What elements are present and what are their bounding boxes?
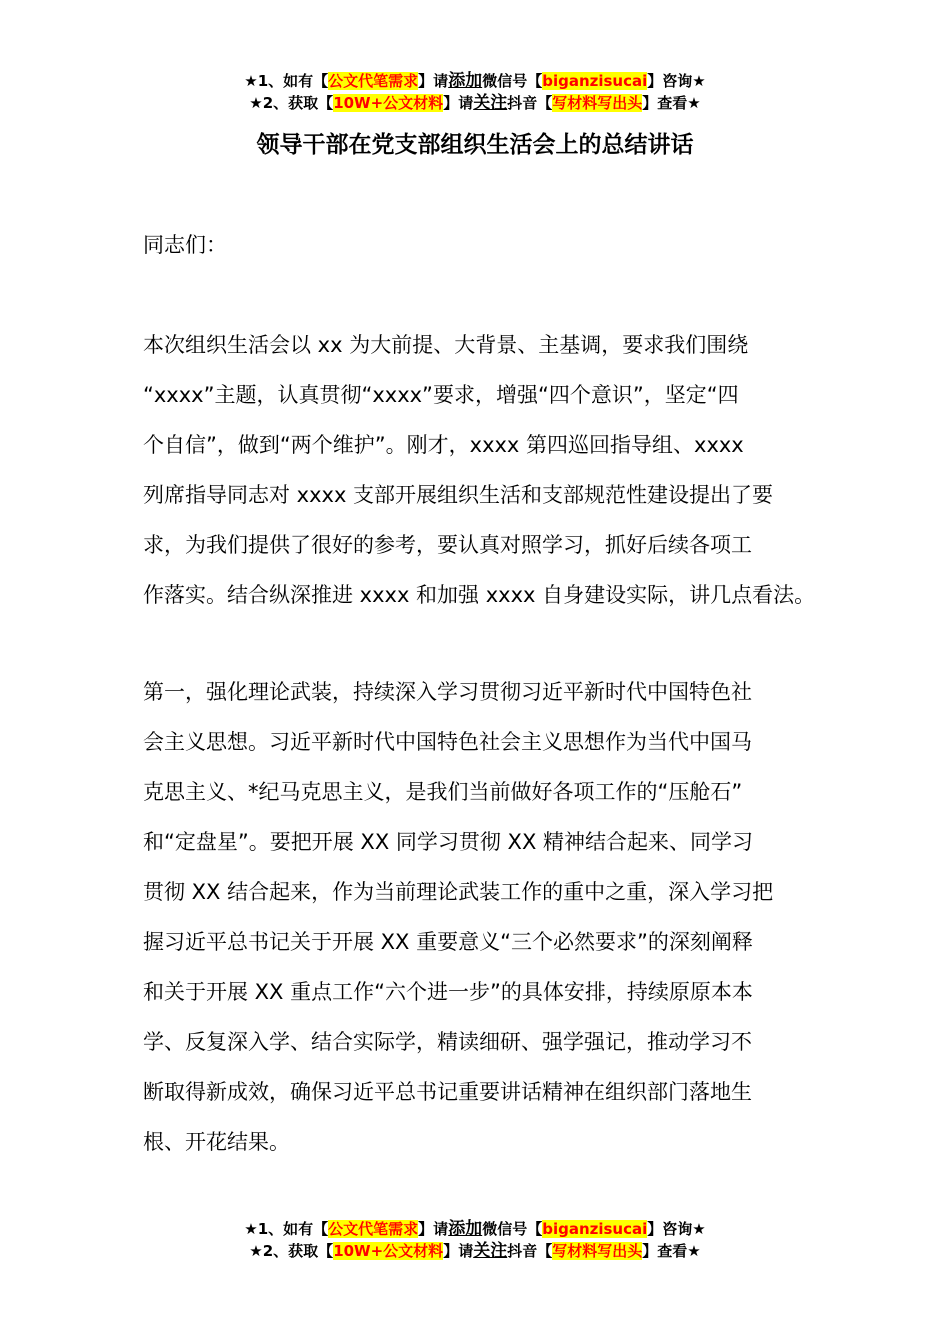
paragraph-line: “xxxx”主题，认真贯彻“xxxx”要求，增强“四个意识”，坚定“四 bbox=[143, 383, 739, 407]
paragraph-line: 断取得新成效，确保习近平总书记重要讲话精神在组织部门落地生 bbox=[143, 1080, 752, 1104]
ghostwriting-highlight: 公文代笔需求 bbox=[328, 72, 419, 90]
paragraph-line: 和“定盘星”。要把开展 XX 同学习贯彻 XX 精神结合起来、同学习 bbox=[143, 830, 754, 854]
greeting: 同志们： bbox=[143, 233, 227, 257]
paragraph-line: 求，为我们提供了很好的参考，要认真对照学习，抓好后续各项工 bbox=[143, 533, 752, 557]
ghostwriting-highlight: 公文代笔需求 bbox=[328, 1220, 419, 1238]
promo-line-2-suffix: 】查看★ bbox=[642, 1242, 701, 1260]
materials-highlight: 10W+公文材料 bbox=[333, 94, 444, 112]
promo-line-2-mid2: 抖音【 bbox=[507, 94, 553, 112]
promo-line-1-emphasis: 添加 bbox=[448, 1219, 483, 1239]
douyin-account-highlight: 写材料写出头 bbox=[552, 1242, 643, 1260]
promo-line-1-prefix: ★1、如有【 bbox=[244, 72, 329, 90]
promo-line-2-prefix: ★2、获取【 bbox=[249, 1242, 334, 1260]
paragraph-line: 握习近平总书记关于开展 XX 重要意义“三个必然要求”的深刻阐释 bbox=[143, 930, 753, 954]
promo-line-1-emphasis: 添加 bbox=[448, 71, 483, 91]
paragraph-line: 个自信”，做到“两个维护”。刚才，xxxx 第四巡回指导组、xxxx bbox=[143, 433, 744, 457]
promo-line-2-emphasis: 关注 bbox=[473, 93, 508, 113]
paragraph-line: 会主义思想。习近平新时代中国特色社会主义思想作为当代中国马 bbox=[143, 730, 752, 754]
promo-line-1-suffix: 】咨询★ bbox=[647, 1220, 706, 1238]
promo-line-1 bbox=[0, 1218, 950, 1240]
wechat-id-highlight: biganzisucai bbox=[542, 1220, 648, 1238]
materials-highlight: 10W+公文材料 bbox=[333, 1242, 444, 1260]
paragraph-line: 作落实。结合纵深推进 xxxx 和加强 xxxx 自身建设实际，讲几点看法。 bbox=[143, 583, 816, 607]
promo-line-2-prefix: ★2、获取【 bbox=[249, 94, 334, 112]
promo-line-2-mid1: 】请 bbox=[443, 1242, 474, 1260]
paragraph-line: 和关于开展 XX 重点工作“六个进一步”的具体安排，持续原原本本 bbox=[143, 980, 753, 1004]
paragraph-intro bbox=[143, 320, 816, 620]
document-title: 领导干部在党支部组织生活会上的总结讲话 bbox=[256, 132, 694, 158]
promo-line-2-mid2: 抖音【 bbox=[507, 1242, 553, 1260]
promo-line-1-mid2: 微信号【 bbox=[482, 1220, 543, 1238]
promo-line-1-suffix: 】咨询★ bbox=[647, 72, 706, 90]
paragraph-line: 贯彻 XX 结合起来，作为当前理论武装工作的重中之重，深入学习把 bbox=[143, 880, 774, 904]
wechat-id-highlight: biganzisucai bbox=[542, 72, 648, 90]
promo-banner-bottom bbox=[0, 1218, 950, 1262]
promo-line-2-emphasis: 关注 bbox=[473, 1241, 508, 1261]
paragraph-line: 列席指导同志对 xxxx 支部开展组织生活和支部规范性建设提出了要 bbox=[143, 483, 774, 507]
promo-banner-top bbox=[0, 70, 950, 114]
promo-line-1 bbox=[0, 70, 950, 92]
douyin-account-highlight: 写材料写出头 bbox=[552, 94, 643, 112]
promo-line-2-suffix: 】查看★ bbox=[642, 94, 701, 112]
paragraph-first-point bbox=[143, 667, 808, 1167]
paragraph-line: 克思主义、*纪马克思主义，是我们当前做好各项工作的“压舱石” bbox=[143, 780, 743, 804]
paragraph-line: 本次组织生活会以 xx 为大前提、大背景、主基调，要求我们围绕 bbox=[143, 333, 749, 357]
paragraph-line: 第一，强化理论武装，持续深入学习贯彻习近平新时代中国特色社 bbox=[143, 680, 752, 704]
promo-line-2 bbox=[0, 92, 950, 114]
promo-line-1-mid1: 】请 bbox=[418, 72, 449, 90]
promo-line-1-prefix: ★1、如有【 bbox=[244, 1220, 329, 1238]
promo-line-2 bbox=[0, 1240, 950, 1262]
paragraph-line: 根、开花结果。 bbox=[143, 1130, 290, 1154]
promo-line-1-mid1: 】请 bbox=[418, 1220, 449, 1238]
promo-line-2-mid1: 】请 bbox=[443, 94, 474, 112]
paragraph-line: 学、反复深入学、结合实际学，精读细研、强学强记，推动学习不 bbox=[143, 1030, 752, 1054]
promo-line-1-mid2: 微信号【 bbox=[482, 72, 543, 90]
